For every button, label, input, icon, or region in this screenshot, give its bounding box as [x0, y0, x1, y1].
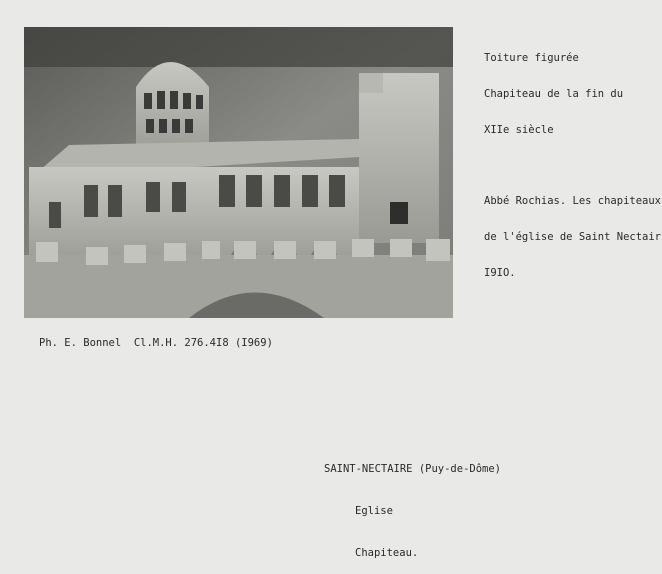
caption-block [484, 28, 661, 291]
carved-capital-image [24, 27, 453, 318]
capital-photograph [24, 27, 453, 318]
caption-title-line: XIIe siècle [484, 124, 554, 136]
location-building: Eglise [355, 505, 393, 517]
location-object: Chapiteau. [355, 547, 419, 559]
caption-reference-line: I9IO. [484, 267, 516, 279]
location-place: SAINT-NECTAIRE (Puy-de-Dôme) [324, 463, 502, 475]
caption-title-line: Chapiteau de la fin du [484, 88, 624, 100]
caption-reference-line: de l'église de Saint Nectair [484, 231, 662, 243]
photo-credit: Ph. E. Bonnel Cl.M.H. 276.4I8 (I969) [39, 337, 273, 349]
caption-title-line: Toiture figurée [484, 52, 579, 64]
caption-reference-line: Abbé Rochias. Les chapiteaux [484, 195, 662, 207]
location-block [324, 434, 501, 574]
